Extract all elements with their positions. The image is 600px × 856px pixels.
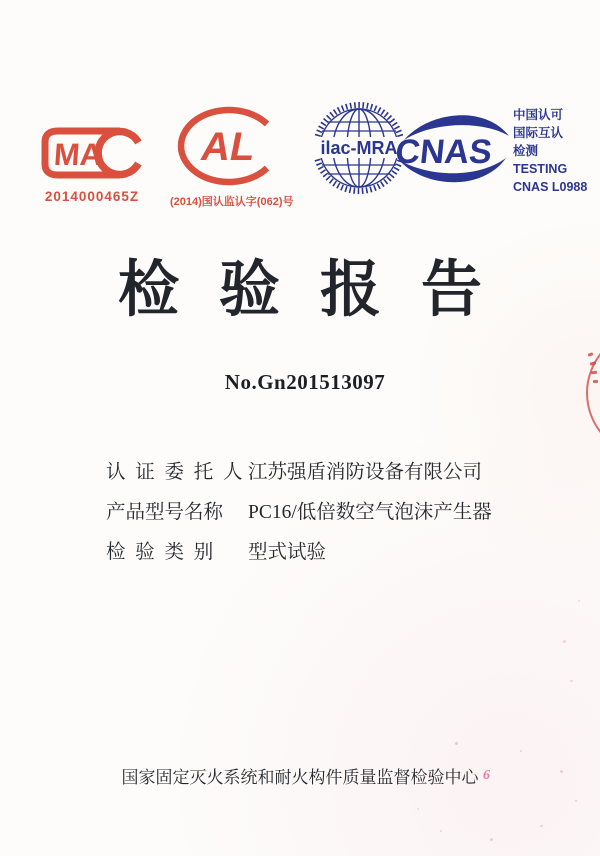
ilac-mra-globe-icon <box>312 100 406 196</box>
stamp-glyph-mark <box>593 380 598 383</box>
cnas-wordmark: CNAS <box>396 133 494 171</box>
cnas-line-5: CNAS L0988 <box>513 180 588 194</box>
ilac-mra-mark <box>312 100 406 201</box>
stamp-glyph-mark <box>588 352 594 357</box>
cnas-mark <box>396 110 512 195</box>
field-row-applicant <box>106 450 492 490</box>
cnas-line-3: 检测 <box>513 144 539 158</box>
scan-speckle <box>560 770 563 773</box>
scan-speckle <box>490 838 493 841</box>
field-value: 型式试验 <box>248 542 327 563</box>
cal-approval-number: (2014)国认监认字(062)号 <box>170 196 294 208</box>
cnas-text-block <box>513 106 587 196</box>
cal-mark <box>170 106 294 209</box>
field-value: 江苏强盾消防设备有限公司 <box>248 462 483 483</box>
cma-mark <box>40 126 144 204</box>
field-label: 检 验 类 别 <box>106 542 214 563</box>
cal-logo-icon <box>175 106 283 186</box>
cnas-line-2: 国际互认 <box>513 126 564 140</box>
scan-speckle <box>563 640 566 643</box>
cma-letters: MA <box>52 137 104 172</box>
certification-logo-row <box>0 0 600 215</box>
cnas-logo-icon <box>396 110 512 190</box>
cal-letters: AL <box>201 125 255 169</box>
scan-speckle <box>430 775 432 778</box>
field-value: PC16/低倍数空气泡沫产生器 <box>248 502 492 523</box>
issuing-center-name: 国家固定灭火系统和耐火构件质量监督检验中心 <box>121 768 479 787</box>
pink-handwritten-mark: 6 <box>483 768 490 783</box>
red-stamp-partial <box>586 329 600 457</box>
scan-speckle <box>570 680 573 682</box>
field-row-product-model <box>106 490 492 530</box>
scan-speckle <box>578 600 580 602</box>
field-label: 产品型号名称 <box>106 502 224 523</box>
ilac-mra-label: ilac-MRA <box>320 138 398 158</box>
cma-certificate-number: 2014000465Z <box>44 189 140 204</box>
report-fields <box>106 450 492 570</box>
cnas-line-4: TESTING <box>513 162 568 176</box>
scan-speckle <box>417 808 419 810</box>
scan-speckle <box>455 742 458 745</box>
cma-logo-icon <box>40 126 144 180</box>
scan-speckle <box>440 830 442 832</box>
field-label: 认 证 委 托 人 <box>106 462 243 483</box>
scan-speckle <box>540 825 543 827</box>
scan-speckle <box>575 800 577 802</box>
report-title: 检验报告 <box>117 254 522 323</box>
field-row-inspection-type <box>106 530 492 570</box>
report-number: No.Gn201513097 <box>224 370 386 394</box>
scan-speckle <box>520 750 522 752</box>
cnas-line-1: 中国认可 <box>513 108 564 122</box>
